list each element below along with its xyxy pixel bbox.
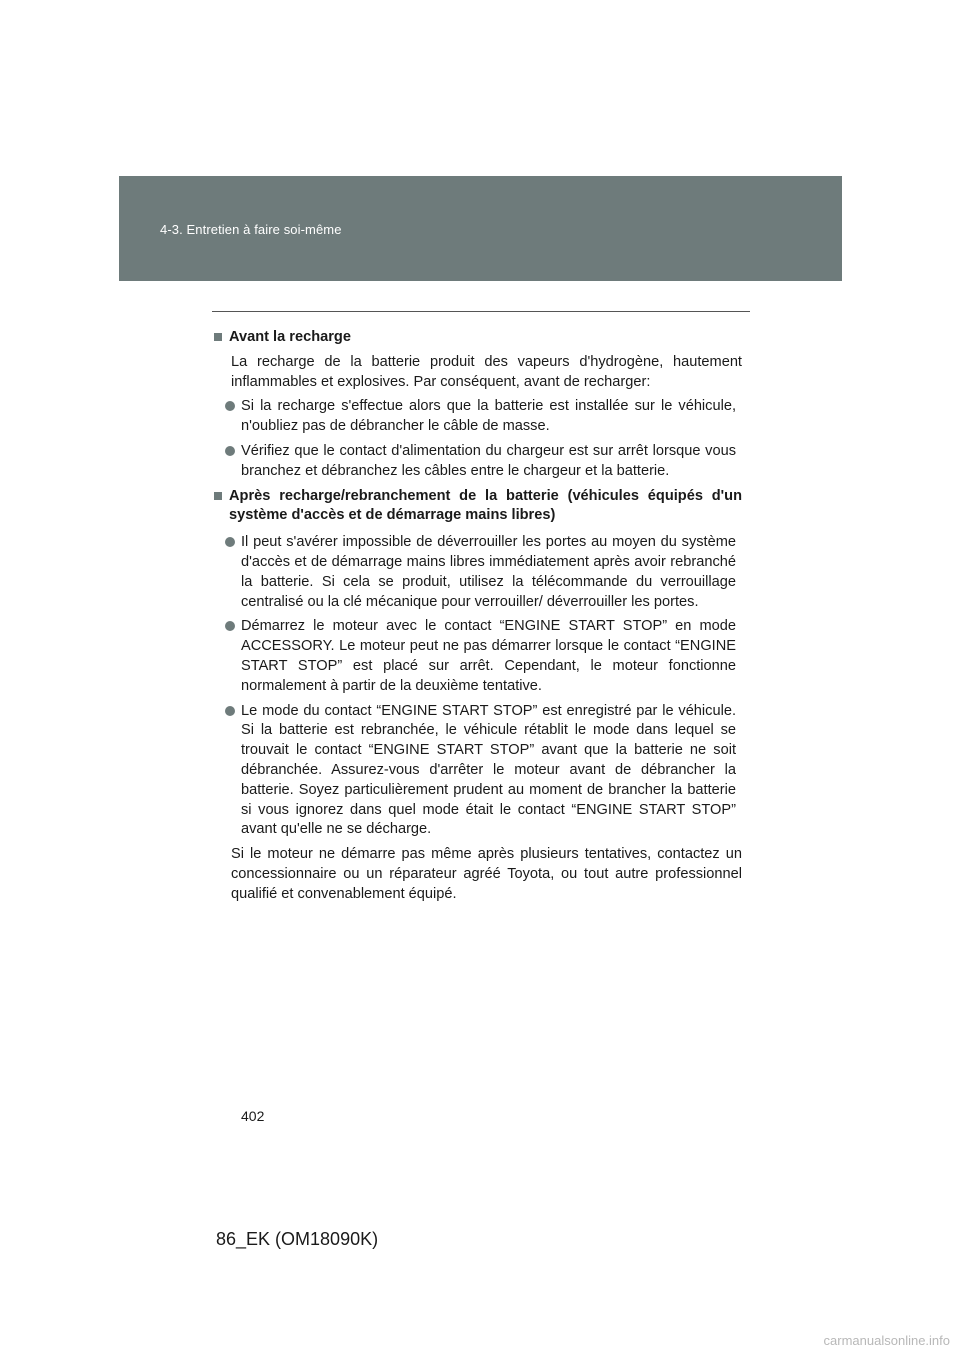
heading-text: Après recharge/rebranchement de la batterie (véhicules équipés d'un système d'accès et de démarrage mains libres)	[229, 487, 742, 524]
intro-paragraph: La recharge de la batterie produit des vapeurs d'hydrogène, hautement inflammables et explosives. Par conséquent, avant de recharger:	[231, 353, 742, 390]
list-item-text: Si la recharge s'effectue alors que la batterie est installée sur le véhicule, n'oubliez pas de débrancher le câble de masse.	[241, 398, 736, 435]
divider-rule	[212, 311, 750, 312]
page-content	[214, 328, 742, 910]
list-item	[214, 397, 742, 437]
list-item	[214, 702, 742, 841]
list-item-text: Démarrez le moteur avec le contact “ENGINE START STOP” en mode ACCESSORY. Le moteur peut ne pas démarrer lorsque le contact “ENGINE START STOP” est placé sur arrêt. Cependant, le moteur fonctionne normalement à partir de la deuxième tentative.	[241, 618, 736, 694]
list-item	[214, 442, 742, 482]
section-title: 4-3. Entretien à faire soi-même	[160, 222, 342, 237]
circle-bullet-icon	[225, 537, 235, 547]
manual-code: 86_EK (OM18090K)	[216, 1229, 379, 1249]
section-heading	[214, 328, 742, 348]
watermark: carmanualsonline.info	[823, 1333, 950, 1348]
square-bullet-icon	[214, 492, 222, 500]
page-number: 402	[241, 1108, 265, 1124]
heading-text: Avant la recharge	[229, 329, 351, 345]
list-item	[214, 533, 742, 612]
circle-bullet-icon	[225, 401, 235, 411]
list-item-text: Il peut s'avérer impossible de déverrouiller les portes au moyen du système d'accès et de démarrage mains libres immédiatement après avoir rebranché la batterie. Si cela se produit, utilisez la télécommande du verrouillage centralisé ou la clé mécanique pour verrouiller/ déverrouiller les portes.	[241, 534, 736, 610]
circle-bullet-icon	[225, 446, 235, 456]
circle-bullet-icon	[225, 706, 235, 716]
section-heading	[214, 487, 742, 527]
circle-bullet-icon	[225, 621, 235, 631]
list-item-text: Le mode du contact “ENGINE START STOP” est enregistré par le véhicule. Si la batterie est rebranchée, le véhicule rétablit le mode dans lequel se trouvait le contact “ENGINE START STOP” avant que la batterie ne soit débranchée. Assurez-vous d'arrêter le moteur avant de débrancher la batterie. Soyez particulièrement prudent au moment de brancher la batterie si vous ignorez dans quel mode était le contact “ENGINE START STOP” avant qu'elle ne se décharge.	[241, 702, 736, 838]
closing-paragraph: Si le moteur ne démarre pas même après plusieurs tentatives, contactez un concessionnaire ou un réparateur agréé Toyota, ou tout autre professionnel qualifié et convenablement équipé.	[231, 846, 742, 902]
list-item	[214, 617, 742, 696]
square-bullet-icon	[214, 333, 222, 341]
list-item-text: Vérifiez que le contact d'alimentation du chargeur est sur arrêt lorsque vous branchez et débranchez les câbles entre le chargeur et la batterie.	[241, 442, 736, 479]
